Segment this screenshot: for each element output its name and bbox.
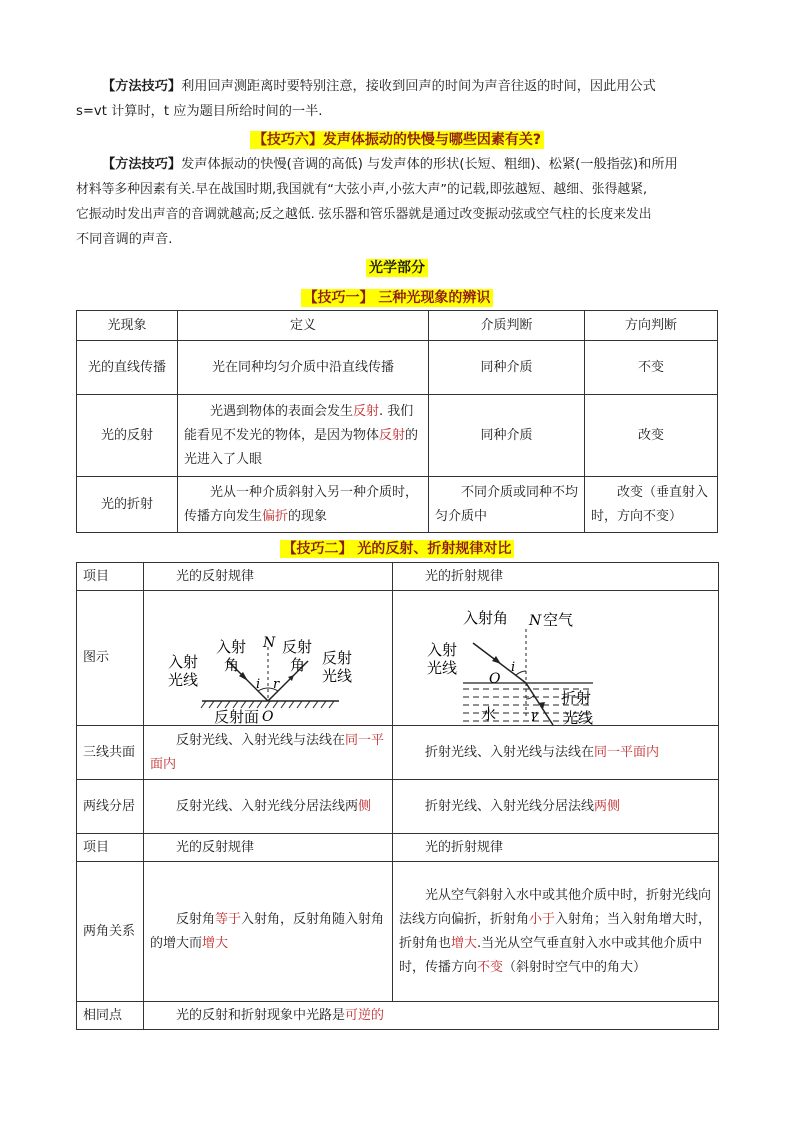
para-text: s=vt 计算时，t 应为题目所给时间的一半. (76, 104, 323, 119)
method-tag: 【方法技巧】 (102, 79, 182, 94)
table-header-row (77, 834, 719, 862)
svg-text:光线: 光线 (322, 667, 353, 685)
light-phenomena-table (76, 310, 718, 533)
direction-cell: 改变 (585, 395, 718, 477)
incident-ray-label: 入射 (427, 641, 458, 659)
medium-cell: 不同介质或同种不均匀介质中 (429, 477, 585, 533)
table-row (77, 726, 719, 780)
row-label: 光的直线传播 (77, 341, 178, 395)
surface-label: 反射面 (214, 708, 260, 725)
definition-cell: 光从一种介质斜射入另一种介质时，传播方向发生偏折的现象 (178, 477, 429, 533)
row-label: 图示 (77, 591, 144, 726)
para-text: 它振动时发出声音的音调就越高;反之越低. 弦乐器和管乐器就是通过改变振动弦或空气柱的长度来发出 (76, 207, 652, 222)
header-cell: 光的折射规律 (393, 834, 719, 862)
row-label: 光的折射 (77, 477, 178, 533)
angle-r-label: r (273, 677, 280, 692)
origin-label: O (262, 709, 274, 725)
header-cell: 定义 (178, 311, 429, 341)
table-row (77, 395, 718, 477)
svg-text:角: 角 (290, 656, 306, 674)
refract-cell: 折射光线、入射光线分居法线两侧 (393, 780, 719, 834)
normal-label: N (263, 635, 276, 651)
refracted-ray-label: 折射 (561, 689, 592, 707)
diagram-row (77, 591, 719, 726)
method-tip-pitch (76, 152, 716, 252)
reflection-angle-label: 反射 (282, 638, 313, 656)
table-row (77, 780, 719, 834)
header-cell: 方向判断 (585, 311, 718, 341)
reflect-cell: 反射角等于入射角，反射角随入射角的增大而增大 (144, 862, 393, 1002)
table-row (77, 477, 718, 533)
definition-cell: 光遇到物体的表面会发生反射. 我们能看见不发光的物体，是因为物体反射的光进入了人眼 (178, 395, 429, 477)
reflection-refraction-table (76, 562, 719, 1030)
row-label: 两线分居 (77, 780, 144, 834)
reflection-diagram (144, 591, 393, 725)
table-header-row (77, 563, 719, 591)
header-cell: 光的反射规律 (144, 834, 393, 862)
refraction-diagram (393, 591, 719, 725)
heading-tip2: 【技巧二】 光的反射、折射规律对比 (0, 538, 794, 558)
header-cell: 项目 (77, 834, 144, 862)
common-cell: 光的反射和折射现象中光路是可逆的 (144, 1002, 719, 1030)
definition-cell: 光在同种均匀介质中沿直线传播 (178, 341, 429, 395)
row-label: 光的反射 (77, 395, 178, 477)
reflect-cell: 反射光线、入射光线与法线在同一平面内 (144, 726, 393, 780)
reflect-cell: 反射光线、入射光线分居法线两侧 (144, 780, 393, 834)
origin-label: O (489, 671, 501, 687)
refract-cell: 光从空气斜射入水中或其他介质中时，折射光线向法线方向偏折，折射角小于入射角；当入射角增大时，折射角也增大.当光从空气垂直射入水中或其他介质中时，传播方向不变（斜射时空气中的角大） (393, 862, 719, 1002)
normal-label: N (529, 613, 542, 629)
angle-gamma-label: γ (530, 708, 538, 723)
refract-cell: 折射光线、入射光线与法线在同一平面内 (393, 726, 719, 780)
row-label: 两角关系 (77, 862, 144, 1002)
svg-text:光线: 光线 (427, 659, 458, 677)
header-cell: 光的反射规律 (144, 563, 393, 591)
table-header-row (77, 311, 718, 341)
para-text: 利用回声测距离时要特别注意，接收到回声的时间为声音往返的时间，因此用公式 (181, 79, 656, 94)
incident-angle-label: 入射 (216, 638, 247, 656)
method-tag: 【方法技巧】 (102, 157, 182, 172)
incident-ray-label: 入射 (168, 653, 199, 671)
para-text: 发声体振动的快慢(音调的高低) 与发声体的形状(长短、粗细)、松紧(一般指弦)和所用 (181, 157, 678, 172)
header-cell: 光现象 (77, 311, 178, 341)
svg-text:光线: 光线 (563, 709, 594, 725)
header-cell: 光的折射规律 (393, 563, 719, 591)
medium-cell: 同种介质 (429, 341, 585, 395)
air-label: 空气 (543, 611, 574, 629)
heading-tip6: 【技巧六】发声体振动的快慢与哪些因素有关? (0, 129, 794, 149)
row-label: 三线共面 (77, 726, 144, 780)
angle-i-label: i (511, 660, 516, 675)
table-row (77, 1002, 719, 1030)
heading-tip1: 【技巧一】 三种光现象的辨识 (0, 287, 794, 307)
medium-cell: 同种介质 (429, 395, 585, 477)
reflected-ray-label: 反射 (322, 649, 353, 667)
direction-cell: 改变（垂直射入时，方向不变） (585, 477, 718, 533)
refraction-diagram-cell (393, 591, 719, 726)
direction-cell: 不变 (585, 341, 718, 395)
method-tip-echo (76, 74, 716, 124)
water-label: 水 (481, 705, 497, 723)
incident-angle-label: 入射角 (463, 609, 509, 627)
svg-text:光线: 光线 (168, 671, 199, 689)
para-text: 不同音调的声音. (76, 232, 173, 247)
table-row (77, 341, 718, 395)
reflection-diagram-cell (144, 591, 393, 726)
header-cell: 项目 (77, 563, 144, 591)
row-label: 相同点 (77, 1002, 144, 1030)
table-row (77, 862, 719, 1002)
svg-text:角: 角 (224, 656, 240, 674)
section-title: 光学部分 (0, 257, 794, 277)
header-cell: 介质判断 (429, 311, 585, 341)
angle-i-label: i (256, 677, 261, 692)
para-text: 材料等多种因素有关.早在战国时期,我国就有“大弦小声,小弦大声”的记载,即弦越短、越细、张得越紧, (76, 182, 648, 197)
